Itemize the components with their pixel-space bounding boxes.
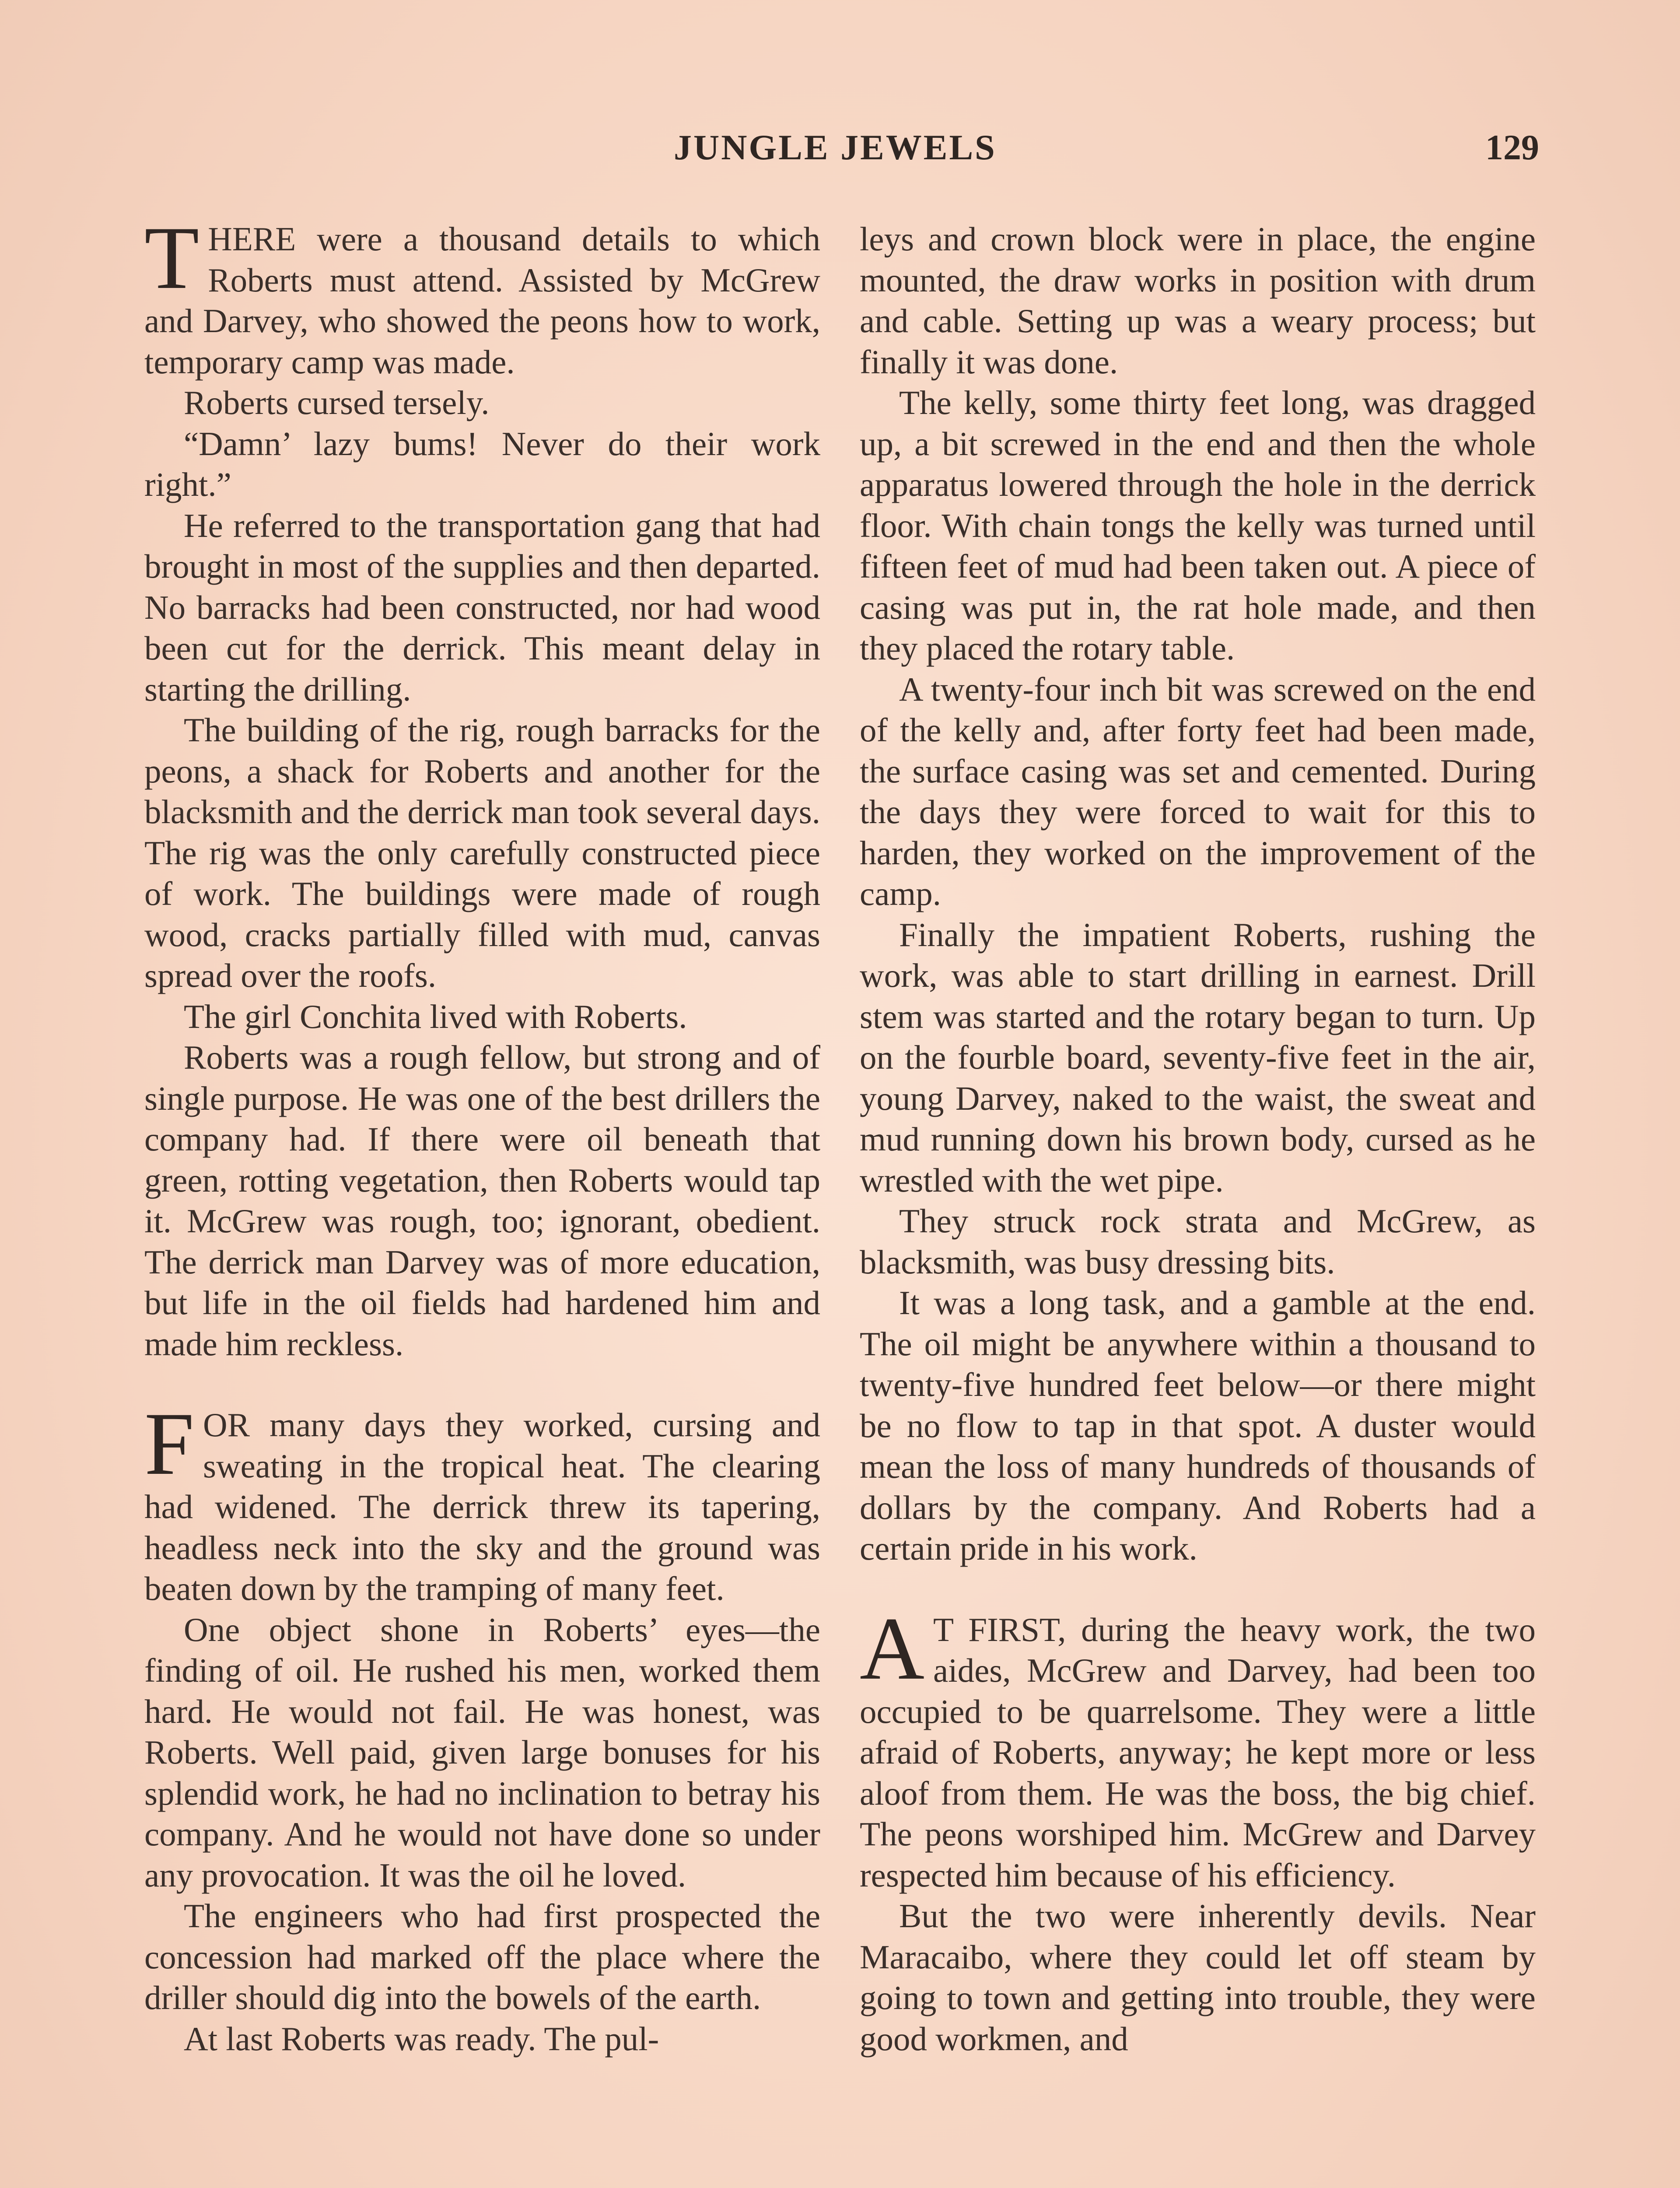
paragraph: Roberts was a rough fellow, but strong and of single purpose. He was one of the best drillers the company had. If there were oil beneath that green, rotting vegetation, then Roberts would tap it. McGrew was rough, too; ignorant, obedient. The derrick man Darvey was of more education, but life in the oil fields had hardened him and made him reckless. [144, 1038, 820, 1363]
right-column [860, 219, 1536, 2059]
drop-cap: A [860, 1599, 925, 1698]
paragraph: A T FIRST, during the heavy work, the two aides, McGrew and Darvey, had been too occupied to be quarrelsome. They were a little afraid of Roberts, anyway; he kept more or less aloof from them. He was the boss, the big chief. The peons worshiped him. McGrew and Darvey respected him because of his efficiency. [860, 1599, 1536, 1894]
left-column [144, 208, 820, 2059]
paragraph: He referred to the transportation gang that had brought in most of the supplies and then departed. No barracks had been constructed, nor had wood been cut for the derrick. This meant delay in starting the drilling. [144, 506, 820, 708]
paragraph: Roberts cursed tersely. [184, 384, 490, 421]
page-number: 129 [1485, 127, 1539, 167]
drop-cap: T [144, 208, 200, 308]
paragraph: The building of the rig, rough barracks for the peons, a shack for Roberts and another for the blacksmith and the derrick man took several days. The rig was the only carefully constructed piece of work. The buildings were made of rough wood, cracks partially filled with mud, canvas spread over the roofs. [144, 711, 820, 994]
page-header [0, 127, 1680, 175]
paragraph: A twenty-four inch bit was screwed on the end of the kelly and, after forty feet had been made, the surface casing was set and cemented. During the days they were forced to wait for this to harden, they worked on the improvement of the camp. [860, 670, 1536, 912]
paragraph: At last Roberts was ready. The pul- [184, 2020, 659, 2058]
paragraph: The engineers who had first prospected the concession had marked off the place where the driller should dig into the bowels of the earth. [144, 1897, 820, 2016]
paragraph: But the two were inherently devils. Near Maracaibo, where they could let off steam by going to town and getting into trouble, they were good workmen, and [860, 1897, 1536, 2058]
drop-cap: F [144, 1394, 195, 1494]
paragraph: One object shone in Roberts’ eyes—the finding of oil. He rushed his men, worked them hard. He would not fail. He was honest, was Roberts. Well paid, given large bonuses for his splendid work, he had no inclination to betray his company. And he would not have done so under any provocation. It was the oil he loved. [144, 1610, 820, 1894]
running-title: JUNGLE JEWELS [674, 127, 997, 167]
paragraph: Finally the impatient Roberts, rushing the work, was able to start drilling in earnest. Drill stem was started and the rotary began to turn. Up on the fourble board, seventy-five feet in the air, young Darvey, naked to the waist, the sweat and mud running down his brown body, cursed as he wrestled with the wet pipe. [860, 915, 1536, 1199]
paragraph: It was a long task, and a gamble at the end. The oil might be anywhere within a thousand to twenty-five hundred feet below—or there might be no flow to tap in that spot. A duster would mean the loss of many hundreds of thousands of dollars by the company. And Roberts had a certain pride in his work. [860, 1284, 1536, 1567]
paragraph: The kelly, some thirty feet long, was dragged up, a bit screwed in the end and then the whole apparatus lowered through the hole in the derrick floor. With chain tongs the kelly was turned until fifteen feet of mud had been taken out. A piece of casing was put in, the rat hole made, and then they placed the rotary table. [860, 384, 1536, 667]
paragraph: THERE were a thousand details to which Roberts must attend. Assisted by McGrew and Darvey, who showed the peons how to work, temporary camp was made. [144, 208, 820, 381]
paragraph: They struck rock strata and McGrew, as blacksmith, was busy dressing bits. [860, 1202, 1536, 1281]
paragraph: FOR many days they worked, cursing and sweating in the tropical heat. The clearing had widened. The derrick threw its tapering, headless neck into the sky and the ground was beaten down by the tramping of many feet. [144, 1394, 820, 1607]
paragraph: leys and crown block were in place, the engine mounted, the draw works in position with drum and cable. Setting up was a weary process; but finally it was done. [860, 220, 1536, 381]
paragraph: “Damn’ lazy bums! Never do their work right.” [144, 424, 820, 503]
paragraph: The girl Conchita lived with Roberts. [184, 997, 687, 1035]
